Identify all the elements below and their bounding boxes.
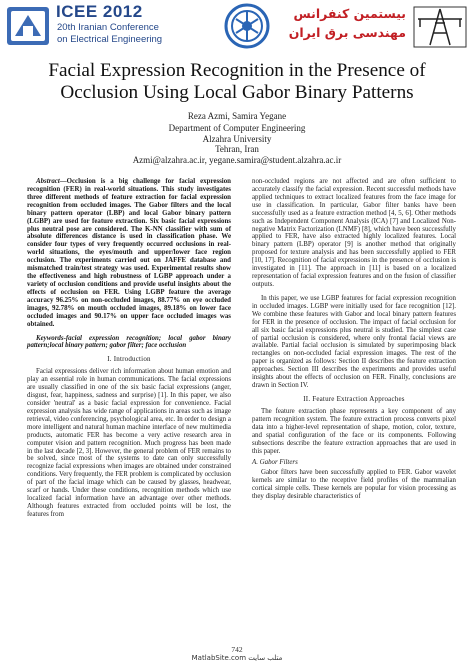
keywords: Keywords-facial expression recognition; local gabor binary pattern;local binary pattern; gabor filter; face occlusion xyxy=(27,334,231,350)
section-2-heading: II. Feature Extraction Approaches xyxy=(303,394,405,403)
page-number: 742 xyxy=(231,645,243,654)
conference-banner xyxy=(0,0,474,56)
section-1-heading: I. Introduction xyxy=(107,355,151,364)
subsection-gabor-heading: A. Gabor Filters xyxy=(252,459,298,467)
conference-subtitle-1: 20th Iranian Conference xyxy=(57,22,159,33)
abstract-text: —Occlusion is a big challenge for facial expression recognition (FER) in real-world situations. This study investigates three different methods of feature extraction for facial expression recognition from occluded images. The Gabor filters and the local binary pattern operator (LBP) and local Gabor binary pattern (LGBP) are used for feature extraction. Six basic facial expressions plus neutral pose are considered. The K-NN classifier with sum of absolute differences distance is used in classification phase. We consider four types of very frequently occurred occlusions in real-world situations, the eyes/mouth and upper/lower face region occlusion. The experiments carried out on JAFFE database and mismatched train/test strategy was used. Experimental results show the effectiveness and high robustness of LGBP approach under a variety of occlusion conditions and provide useful insights about the effects of occlusion on FER. Using LGBP feature the average accuracy 96.25% on non-occluded images, 88.77% on eye occluded images, 92.78% on mouth occluded images, 89.18% on lower face occluded images and 90.17% on upper face occluded images was obtained. xyxy=(27,178,231,328)
author-email: Azmi@alzahra.ac.ir, yegane.samira@student.alzahra.ac.ir xyxy=(132,155,342,165)
author-department: Department of Computer Engineering xyxy=(168,123,306,133)
author-city: Tehran, Iran xyxy=(215,144,259,154)
introduction-continued: non-occluded regions are not affected and are often sufficient to accurately classify the facial expression. Recent successful methods have applied techniques to extract localized features from the face image for use in classification. In particular, Gabor filter banks have been successfully used as a feature extraction method [4, 5, 6]. Other methods such as Independent Component Analysis (ICA) [7] and Localized Non-negative Matrix Factorization (LNMF) [8], which have been successfully applied to FER, have also extracted highly localized features. Local binary pattern (LBP) operator [9] is another method that originally proposed for texture analysis and has been successfully applied to FER [10, 17]. Recognition of facial expressions in the presence of occlusion is investigated in [11]. The approach in [11] is based on a localized representation of facial expression features and on the fusion of classifier outputs. xyxy=(252,178,456,288)
abstract xyxy=(27,178,231,329)
tower-logo-icon xyxy=(412,5,468,49)
persian-title-1: بیستمین کنفرانس xyxy=(293,6,406,21)
footer-site: MatlabSite.com متلب سایت xyxy=(191,654,283,662)
right-column xyxy=(252,178,456,501)
author-university: Alzahra University xyxy=(202,134,272,144)
feature-extraction-paragraph: The feature extraction phase represents a key component of any pattern recognition system. The feature extraction process converts pixel data into a higher-level representation of shape, motion, color, texture, and spatial configuration of the face or its components. Following subsections describe the feature extraction approaches that are used in this paper. xyxy=(252,407,456,455)
introduction-paragraph: Facial expressions deliver rich information about human emotion and play an essential role in human communications. The facial expressions are usually classified in one of the six basic facial expressions (anger, disgust, fear, happiness, sadness and surprise) [1]. In this paper, we also consider 'neutral' as a basic facial expression for convenience. Facial expression analysis has wide range of applications in areas such as image retrieval, video conferencing, psychological area, etc. In order to design a more intelligent and natural human machine interface of new multimedia products, automatic FER has become a very active research area in computer vision and pattern recognition. Much progress has been made in the last decade [2, 3]. However, the general problem of FER remains to be solved, since most of the systems to date can only successfully recognize facial expressions when images are obtained under constrained conditions. Very frequently, the FER problem is complicated by occlusion of part of the facial image which can be caused by glasses, headwear, scarf or hands. Under these conditions, recognition methods which use localized facial information have an advantage over other methods. Although features extracted from occluded points will be lost, the features from xyxy=(27,368,231,518)
conference-name: ICEE 2012 xyxy=(56,2,143,21)
conference-logo-icon xyxy=(6,6,50,46)
paper-title-line-1: Facial Expression Recognition in the Presence of xyxy=(48,60,426,81)
abstract-label: Abstract xyxy=(36,178,60,185)
left-column xyxy=(27,178,231,519)
gabor-paragraph: Gabor filters have been successfully applied to FER. Gabor wavelet kernels are similar to the receptive field profiles of the mammalian cortical simple cells. These kernels are popular for vision processing as they display desirable characteristics of xyxy=(252,469,456,501)
electrical-logo-icon xyxy=(224,3,270,49)
conference-subtitle-2: on Electrical Engineering xyxy=(57,34,163,45)
author-names: Reza Azmi, Samira Yegane xyxy=(187,111,287,121)
persian-title-2: مهندسی برق ایران xyxy=(288,25,406,40)
paper-title-line-2: Occlusion Using Local Gabor Binary Patterns xyxy=(60,82,414,103)
paper-outline-paragraph: In this paper, we use LGBP features for facial expression recognition in occluded images. LGBP were initially used for face recognition [12]. We combine these features with Gabor and local binary pattern features for FER in the presence of occlusion. The impact of facial occlusion for all six basic facial expressions plus neutral is studied. The simplest case of partial occlusion is considered, where only frontal facial views are available. Partial facial occlusion is simulated by superimposing black rectangles on non-occluded facial expression images. The rest of the paper is organized as follows: Section II describes the feature extraction approaches. Section III describes the experiments and provides useful insights about the effects of occlusion on FER. Finally, conclusions are drawn in Section IV. xyxy=(252,294,456,390)
